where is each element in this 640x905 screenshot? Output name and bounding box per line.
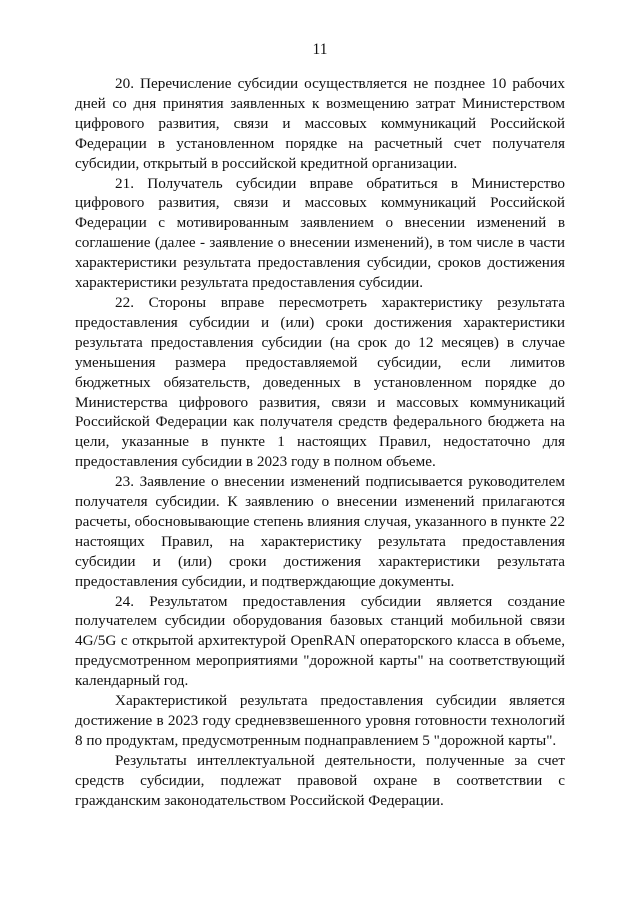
paragraph-23: 23. Заявление о внесении изменений подписывается руководителем получателя субсидии. К заявлению о внесении изменений прилагаются расчеты, обосновывающие степень влияния случая, указанного в пункте 22 настоящих Правил, на характеристику результата предоставления субсидии и (или) сроки достижения характеристики результата предоставления субсидии, и подтверждающие документы. [75,473,565,590]
paragraph-result-characteristic: Характеристикой результата предоставления субсидии является достижение в 2023 году средневзвешенного уровня готовности технологий 8 по продуктам, предусмотренным поднаправлением 5 "дорожной карты". [75,692,565,749]
page-number: 11 [312,41,328,58]
paragraph-24: 24. Результатом предоставления субсидии является создание получателем субсидии оборудования базовых станций мобильной связи 4G/5G с открытой архитектурой OpenRAN операторского класса в объеме, предусмотренном мероприятиями "дорожной карты" на соответствующий календарный год. [75,592,565,690]
paragraph-intellectual-property: Результаты интеллектуальной деятельности, полученные за счет средств субсидии, подлежат правовой охране в соответствии с гражданским законодательством Российской Федерации. [75,751,565,809]
paragraph-21: 21. Получатель субсидии вправе обратиться в Министерство цифрового развития, связи и массовых коммуникаций Российской Федерации с мотивированным заявлением о внесении изменений в соглашение (далее - заявление о внесении изменений), в том числе в части характеристики результата предоставления субсидии, сроков достижения характеристики результата предоставления субсидии. [75,174,565,292]
paragraph-22: 22. Стороны вправе пересмотреть характеристику результата предоставления субсидии и (или) сроки достижения характеристики результата предоставления субсидии (на срок до 12 месяцев) в случае уменьшения размера предоставляемой субсидии, если лимитов бюджетных обязательств, доведенных в установленном порядке до Министерства цифрового развития, связи и массовых коммуникаций Российской Федерации как получателя средств федерального бюджета на цели, указанные в пункте 1 настоящих Правил, недостаточно для предоставления субсидии в 2023 году в полном объеме. [75,293,565,471]
document-body [75,74,565,811]
paragraph-20: 20. Перечисление субсидии осуществляется не позднее 10 рабочих дней со дня принятия заявленных к возмещению затрат Министерством цифрового развития, связи и массовых коммуникаций Российской Федерации в установленном порядке на расчетный счет получателя субсидии, открытый в российской кредитной организации. [75,75,565,172]
